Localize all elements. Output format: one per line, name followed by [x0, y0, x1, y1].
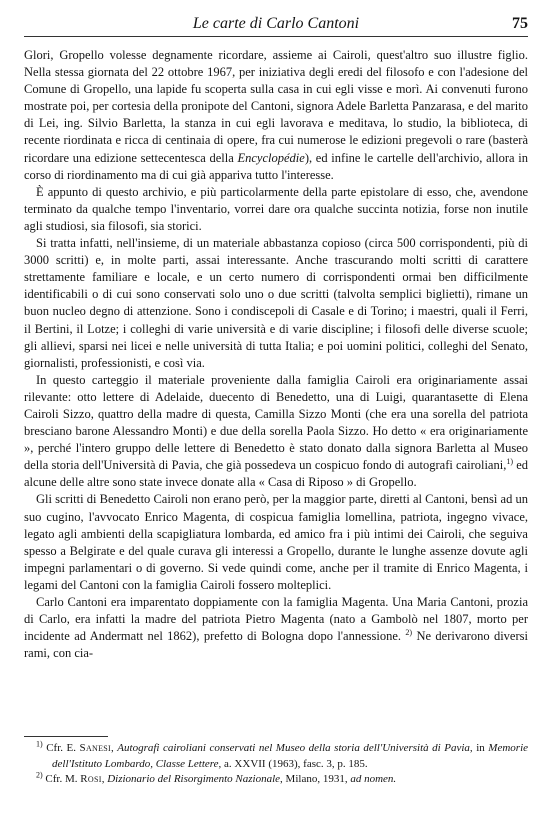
- body-text: [24, 47, 528, 662]
- paragraph-2: È appunto di questo archivio, e più particolarmente della parte epistolare di esso, che, avendone terminato da qualche tempo l'inventario, vorrei dare ora qualche succinta notizia, forse non inutile agli studiosi, sia filosofi, sia storici.: [24, 184, 528, 233]
- footnote-ref-2: 2): [405, 628, 413, 638]
- footnote-divider: [24, 736, 108, 737]
- footnote-1-mid: in: [472, 742, 489, 754]
- footnote-1-journal: Memorie dell'Istituto Lombardo, Classe Lettere,: [52, 742, 529, 770]
- paragraph-1-text: Glori, Gropello volesse degnamente ricordare, assieme ai Cairoli, quest'altro suo illustre figlio. Nella stessa giornata del 22 ottobre 1967, per iniziativa degli eredi del filosofo e con l'adesione del Comune di Gropello, una lapide fu scoperta sulla casa in cui egli visse e morì. Ai convenuti furono mostrate poi, per cortesia della pronipote del Cantoni, signora Adele Barletta Panzarasa, e del marito di Lei, ing. Silvio Barletta, la stanza in cui egli lavorava e meditava, lo studio, la biblioteca, di recente riordinata e ricca di centinaia di opere, fra cui numerose le edizioni pregevoli o rare (basterà ricordare una edizione settecentesca della: [24, 48, 528, 165]
- footnote-2-end: ad nomen.: [350, 773, 397, 785]
- paragraph-5: Gli scritti di Benedetto Cairoli non erano però, per la maggior parte, diretti al Cantoni, bensì ad un suo cugino, l'avvocato Enrico Magenta, di cospicua famiglia lomellina, patriota, ingegno vivace, legato agli ambienti della scapigliatura lombarda, ed amico fra i più intimi dei Cairoli, che seguiva spesso a Belgirate e del quale curava gli interessi a Gropello, durante le lunghe assenze dovute agli impegni parlamentari o di governo. Si vede quindi come, anche per il tramite di Enrico Magenta, i legami del Cantoni con la famiglia Cairoli fossero molteplici.: [24, 492, 528, 592]
- paragraph-1-end: ), ed infine le cartelle dell'archivio, allora in corso di riordinamento ma di cui già appariva tutto l'interesse.: [24, 150, 528, 182]
- footnote-1-pre: Cfr. E.: [46, 742, 80, 754]
- footnote-2-mid: , Milano, 1931,: [280, 773, 351, 785]
- footnote-1-end: a. XXVII (1963), fasc. 3, p. 185.: [221, 757, 368, 770]
- running-title: Le carte di Carlo Cantoni: [192, 15, 360, 32]
- paragraph-1: [24, 47, 528, 184]
- paragraph-4: [24, 372, 528, 492]
- footnote-2: $^{2)}$ Cfr. M. Rosi, Dizionario del Risorgimento Nazionale, Milano, 1931, ad nomen.: [36, 770, 397, 785]
- footnote-1-author: Sanesi: [79, 742, 112, 754]
- paragraph-6-end: Ne derivarono diversi rami, con cia-: [24, 629, 528, 661]
- footnote-1-number: 1): [36, 739, 43, 749]
- paragraph-4-end: ed alcune delle altre sono state invece donate alla « Casa di Riposo » di Gropello.: [24, 458, 528, 490]
- page-header: [24, 14, 528, 37]
- page-number: 75: [512, 15, 528, 32]
- footnote-1: $^{1)}$ Cfr. E. Sanesi, Autografi cairoliani conservati nel Museo della storia dell'Università di Pavia, in Memorie dell'Istituto Lombardo, Classe Lettere, a. XXVII (1963), fasc. 3, p. 185.: [36, 739, 529, 770]
- footnote-2-pre: Cfr. M.: [45, 773, 81, 785]
- encyclopedie-title: Encyclopédie: [237, 150, 305, 165]
- footnote-2-author: Rosi: [80, 773, 102, 785]
- paragraph-3: Si tratta infatti, nell'insieme, di un materiale abbastanza copioso (circa 500 corrispondenti, più di 3000 scritti) e, in molte parti, assai interessante. Anche trascurando molti scritti di carattere strettamente familiare e locale, e un certo numero di corrispondenti ormai ben difficilmente identificabili o di cui sono conservati solo uno o due scritti (talvolta semplici biglietti), rimane un buon nucleo degno di attenzione. Sono i condiscepoli di Casale e di Torino; i maestri, quali il Ferri, il Bertini, il Lotze; i colleghi di varie università e di varie discipline; i filosofi delle diverse scuole; gli allievi, sparsi nei licei e nelle università di tutta Italia; e poi uomini politici, colleghi del Senato, giornalisti, professionisti, e così via.: [24, 236, 528, 370]
- footnote-2-number: 2): [36, 770, 43, 780]
- footnotes: [24, 741, 528, 788]
- footnote-1-title: Autografi cairoliani conservati nel Museo della storia dell'Università di Pavia,: [117, 742, 473, 754]
- footnote-2-title: Dizionario del Risorgimento Nazionale: [107, 773, 281, 785]
- footnote-ref-1: 1): [506, 457, 514, 467]
- paragraph-6: [24, 594, 528, 662]
- paragraph-4-text: In questo carteggio il materiale proveniente dalla famiglia Cairoli era originariamente assai rilevante: otto lettere di Adelaide, duecento di Benedetto, una di Luigi, quarantasette di Elena Cairoli Sizzo, quattro della madre di questa, Camilla Sizzo Monti (che era una sorella del patriota bresciano barone Alessandro Monti) e due della sorella Paola Sizzo. Ho detto « era originariamente », perché l'intero gruppo delle lettere di Benedetto è stato donato dalla signora Barletta al Museo della storia dell'Università di Pavia, che già possedeva un cospicuo fondo di autografi cairoliani,: [24, 372, 528, 473]
- paragraph-6-text: Carlo Cantoni era imparentato doppiamente con la famiglia Magenta. Una Maria Cantoni, prozia di Carlo, era infatti la madre del patriota Pietro Magenta (nato a Gambolò nel 1807, morto per incidente ad Andermatt nel 1862), prefetto di Bologna dopo l'annessione.: [24, 595, 528, 644]
